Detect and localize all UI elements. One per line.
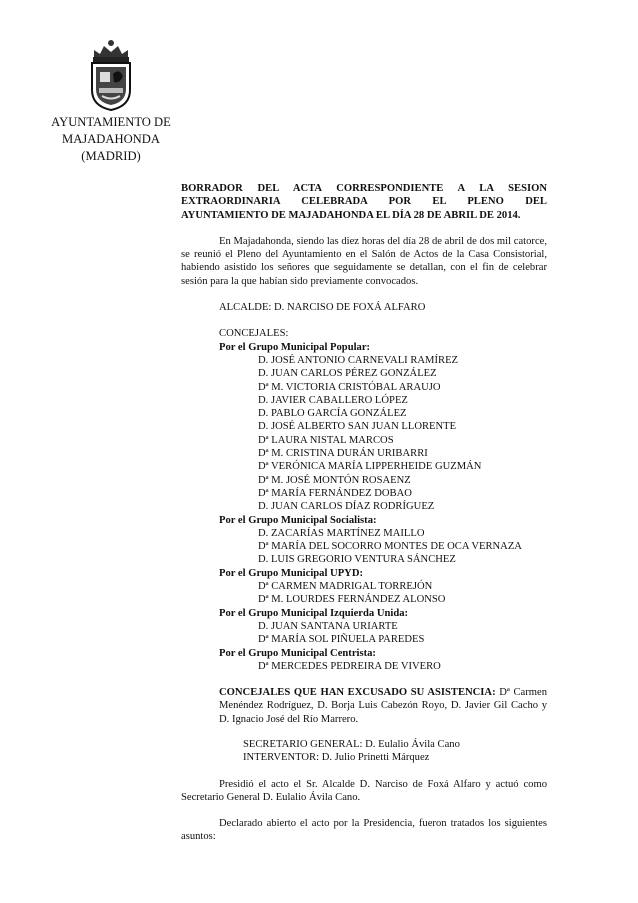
intro-line-2: se reunió el Pleno del Ayuntamiento en el Salón de Actos de la Casa Consistorial, (181, 249, 547, 261)
group-upyd-label: Por el Grupo Municipal UPYD: (219, 567, 363, 579)
group-centrista-label: Por el Grupo Municipal Centrista: (219, 647, 376, 659)
presidio-line-1: Presidió el acto el Sr. Alcalde D. Narciso de Foxá Alfaro y actuó como (219, 778, 547, 790)
intro-paragraph (181, 235, 547, 288)
concejales-label: CONCEJALES: (219, 328, 289, 340)
member-name: D. PABLO GARCÍA GONZÁLEZ (258, 408, 407, 420)
excused-line-1 (219, 686, 547, 699)
member-name: D. JOSÉ ANTONIO CARNEVALI RAMÍREZ (258, 354, 459, 366)
org-line-3: (MADRID) (81, 149, 141, 163)
member-name: Dª MARÍA SOL PIÑUELA PAREDES (258, 634, 425, 646)
member-name: Dª M. CRISTINA DURÁN URIBARRI (258, 448, 428, 460)
excused-line-1-rest: Dª Carmen (495, 687, 548, 699)
excused-paragraph (181, 686, 547, 726)
title-line-3: AYUNTAMIENTO DE MAJADAHONDA EL DÍA 28 DE ABRIL DE 2014. (181, 209, 521, 221)
declarado-paragraph (181, 817, 547, 844)
organization-name (30, 114, 192, 165)
member-name: D. JUAN SANTANA URIARTE (258, 620, 398, 632)
org-line-2: MAJADAHONDA (62, 132, 160, 146)
member-name: Dª MERCEDES PEDREIRA DE VIVERO (258, 660, 441, 672)
group-iu-members (181, 620, 547, 647)
intro-line-1: En Majadahonda, siendo las diez horas del día 28 de abril de dos mil catorce, (219, 235, 547, 247)
municipal-coat-of-arms-icon (84, 38, 138, 112)
member-name: Dª M. VICTORIA CRISTÓBAL ARAUJO (258, 381, 441, 393)
group-popular-members (181, 354, 547, 514)
intro-line-3: habiendo asistido los señores que seguidamente se detallan, con el fin de celebrar (181, 262, 547, 274)
presidio-line-2: Secretario General D. Eulalio Ávila Cano. (181, 791, 361, 803)
group-popular-label: Por el Grupo Municipal Popular: (219, 341, 371, 353)
group-centrista-members (181, 660, 547, 673)
excused-line-3: D. Ignacio José del Río Marrero. (219, 713, 359, 725)
document-body (181, 182, 547, 844)
intro-line-4: sesión para la que habían sido previamente convocados. (181, 275, 419, 287)
group-upyd-members (181, 580, 547, 607)
member-name: Dª MARÍA FERNÁNDEZ DOBAO (258, 487, 412, 499)
declarado-line-2: asuntos: (181, 831, 216, 843)
member-name: D. ZACARÍAS MARTÍNEZ MAILLO (258, 527, 425, 539)
member-name: Dª MARÍA DEL SOCORRO MONTES DE OCA VERNAZA (258, 541, 522, 553)
title-line-2: EXTRAORDINARIA CELEBRADA POR EL PLENO DEL (181, 196, 547, 208)
org-line-1: AYUNTAMIENTO DE (51, 115, 171, 129)
presidio-paragraph (181, 778, 547, 805)
group-iu-label: Por el Grupo Municipal Izquierda Unida: (219, 607, 409, 619)
member-name: Dª M. JOSÉ MONTÓN ROSAENZ (258, 474, 411, 486)
member-name: D. LUIS GREGORIO VENTURA SÁNCHEZ (258, 554, 456, 566)
excused-line-2: Menéndez Rodríguez, D. Borja Luis Cabezón Royo, D. Javier Gil Cacho y (219, 700, 547, 712)
member-name: Dª VERÓNICA MARÍA LIPPERHEIDE GUZMÁN (258, 461, 482, 473)
member-name: Dª CARMEN MADRIGAL TORREJÓN (258, 581, 433, 593)
document-title (181, 182, 547, 222)
member-name: D. JAVIER CABALLERO LÓPEZ (258, 394, 408, 406)
member-name: Dª M. LOURDES FERNÁNDEZ ALONSO (258, 594, 446, 606)
excused-label: CONCEJALES QUE HAN EXCUSADO SU ASISTENCIA: (219, 687, 496, 699)
secretario-line: SECRETARIO GENERAL: D. Eulalio Ávila Cano (243, 738, 460, 750)
alcalde-line: ALCALDE: D. NARCISO DE FOXÁ ALFARO (219, 302, 426, 314)
declarado-line-1: Declarado abierto el acto por la Presidencia, fueron tratados los siguientes (219, 818, 547, 830)
title-line-1: BORRADOR DEL ACTA CORRESPONDIENTE A LA SESION (181, 183, 547, 194)
member-name: D. JUAN CARLOS DÍAZ RODRÍGUEZ (258, 501, 435, 513)
interventor-line: INTERVENTOR: D. Julio Prinetti Márquez (243, 752, 430, 764)
group-socialista-members (181, 527, 547, 567)
member-name: Dª LAURA NISTAL MARCOS (258, 434, 394, 446)
member-name: D. JUAN CARLOS PÉREZ GONZÁLEZ (258, 368, 437, 380)
member-name: D. JOSÉ ALBERTO SAN JUAN LLORENTE (258, 421, 457, 433)
group-socialista-label: Por el Grupo Municipal Socialista: (219, 514, 377, 526)
